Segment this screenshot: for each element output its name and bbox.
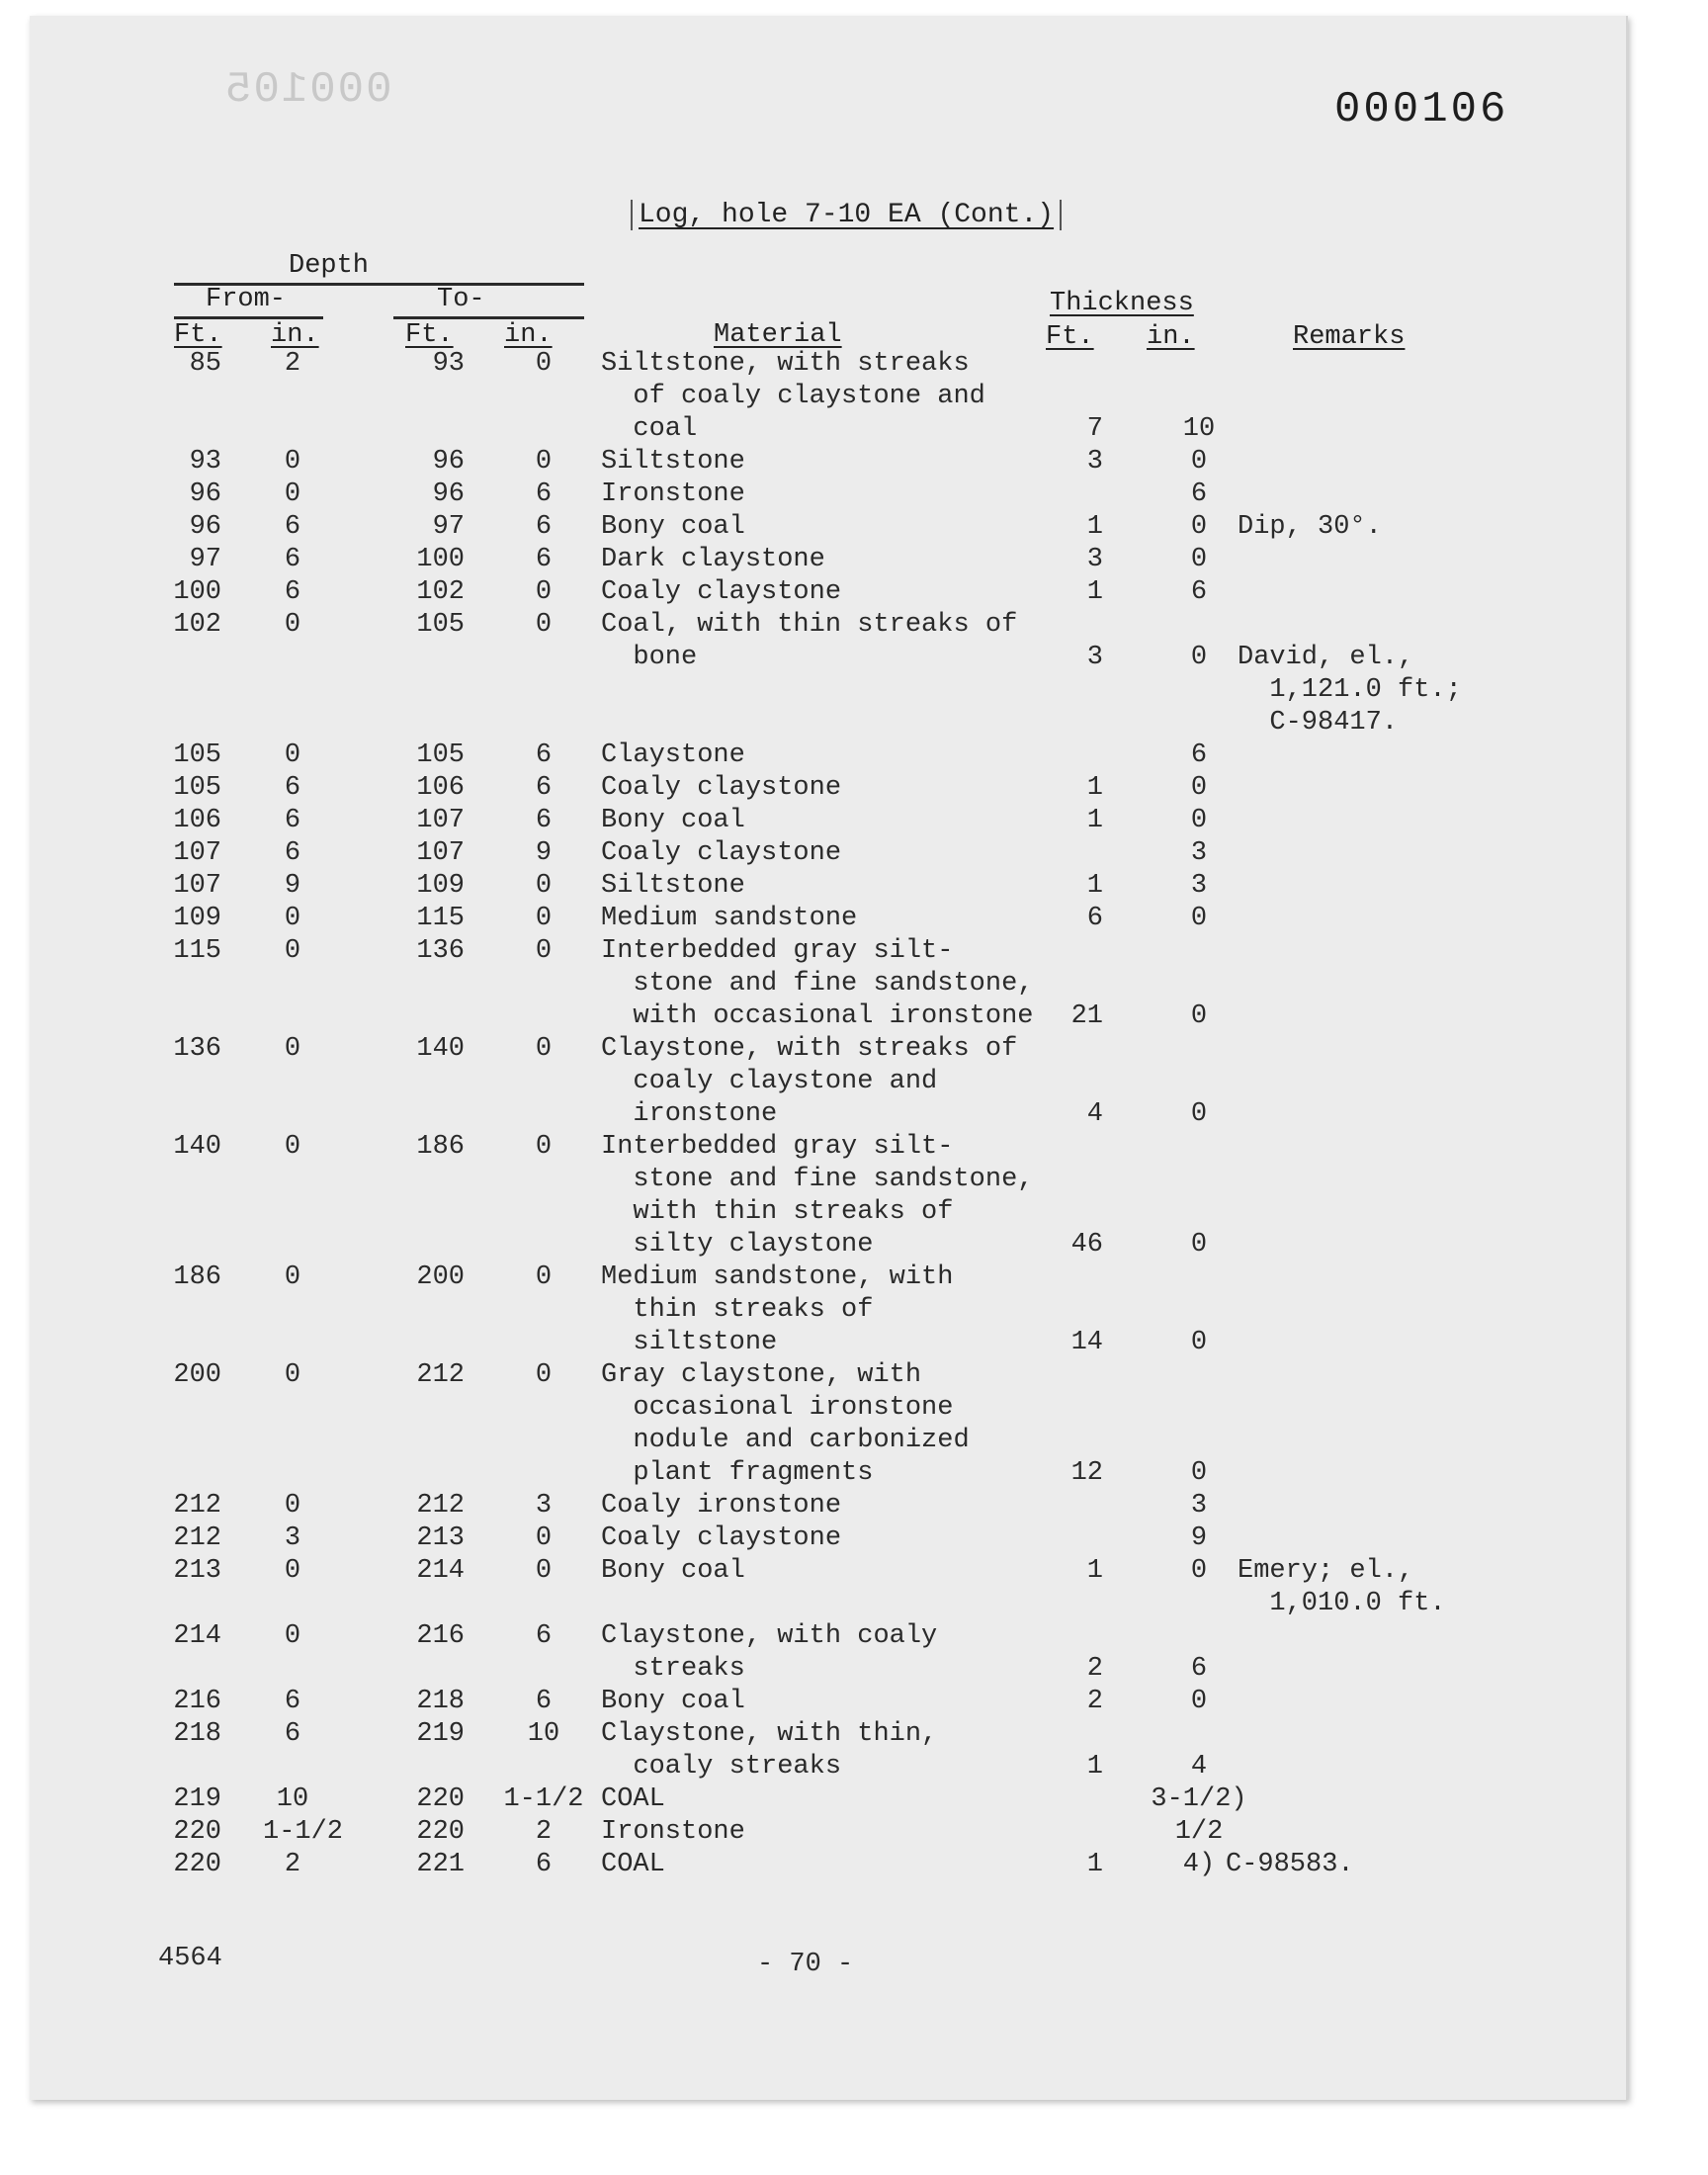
cell-ff: 93	[189, 447, 221, 477]
cell-thickness-in: 3	[1190, 871, 1208, 901]
cell-fi: 1-1/2	[263, 1817, 344, 1847]
cell-fi: 6	[284, 512, 301, 542]
cell-ti: 6	[535, 740, 553, 770]
cell-ff: 107	[173, 838, 221, 868]
cell-material: Ironstone	[601, 479, 745, 509]
cell-fi: 6	[284, 1687, 301, 1716]
cell-thickness-ft: 4	[1086, 1099, 1103, 1129]
cell-tf: 213	[416, 1523, 465, 1553]
cell-fi: 0	[284, 740, 301, 770]
cell-tf: 93	[432, 349, 465, 379]
cell-ti: 0	[535, 577, 553, 607]
cell-tf: 220	[416, 1817, 465, 1847]
cell-ff: 97	[189, 545, 221, 574]
cell-material: Medium sandstone, with	[601, 1262, 954, 1292]
cell-material: Dark claystone	[601, 545, 825, 574]
cell-tf: 186	[416, 1132, 465, 1162]
cell-tf: 97	[432, 512, 465, 542]
cell-material: Bony coal	[601, 806, 745, 835]
cell-tf: 105	[416, 610, 465, 640]
cell-material: Interbedded gray silt-	[601, 936, 954, 966]
cell-material: Coaly claystone	[601, 577, 842, 607]
cell-thickness-ft: 3	[1086, 447, 1103, 477]
cell-thickness-in: 3	[1190, 1491, 1208, 1521]
cell-material: silty claystone	[601, 1230, 874, 1260]
cell-ti: 0	[535, 349, 553, 379]
header-thickness-ft: Ft.	[1046, 322, 1094, 352]
cell-thickness-in: 0	[1190, 904, 1208, 933]
cell-thickness-in: 0	[1190, 1687, 1208, 1716]
document-page	[30, 16, 1628, 2100]
cell-ff: 140	[173, 1132, 221, 1162]
cell-ff: 109	[173, 904, 221, 933]
header-thickness-in: in.	[1147, 322, 1195, 352]
cell-thickness-ft: 1	[1086, 1850, 1103, 1879]
page-number: - 70 -	[757, 1950, 854, 1979]
cell-remarks: David, el.,	[1238, 643, 1414, 672]
cell-ff: 218	[173, 1719, 221, 1749]
cell-fi: 6	[284, 773, 301, 803]
cell-thickness-ft: 1	[1086, 577, 1103, 607]
cell-ti: 0	[535, 1132, 553, 1162]
cell-material: Interbedded gray silt-	[601, 1132, 954, 1162]
cell-fi: 0	[284, 1621, 301, 1651]
cell-tf: 218	[416, 1687, 465, 1716]
cell-material: Gray claystone, with	[601, 1360, 922, 1390]
cell-ff: 85	[189, 349, 221, 379]
cell-thickness-in: 0	[1190, 1556, 1208, 1586]
cell-fi: 0	[284, 610, 301, 640]
cell-ti: 6	[535, 512, 553, 542]
cell-ti: 6	[535, 545, 553, 574]
cell-material: Claystone, with streaks of	[601, 1034, 1018, 1064]
cell-thickness-ft: 2	[1086, 1654, 1103, 1684]
header-from: From-	[206, 285, 287, 314]
cell-thickness-ft: 3	[1086, 643, 1103, 672]
cell-thickness-in: 10	[1182, 414, 1216, 444]
cell-tf: 214	[416, 1556, 465, 1586]
header-material: Material	[714, 320, 842, 350]
cell-ti: 0	[535, 1034, 553, 1064]
cell-fi: 0	[284, 447, 301, 477]
cell-material: Siltstone	[601, 871, 745, 901]
cell-material: Bony coal	[601, 512, 745, 542]
cell-remarks: 1,121.0 ft.;	[1238, 675, 1462, 705]
cell-ff: 105	[173, 773, 221, 803]
cell-fi: 6	[284, 806, 301, 835]
cell-remarks: Emery; el.,	[1238, 1556, 1414, 1586]
header-remarks: Remarks	[1293, 322, 1406, 352]
cell-ff: 100	[173, 577, 221, 607]
cell-tf: 109	[416, 871, 465, 901]
cell-fi: 10	[276, 1784, 309, 1814]
cell-ti: 3	[535, 1491, 553, 1521]
cell-ff: 219	[173, 1784, 221, 1814]
cell-ti: 6	[535, 1621, 553, 1651]
cell-ti: 2	[535, 1817, 553, 1847]
cell-ti: 6	[535, 1850, 553, 1879]
cell-material: with thin streaks of	[601, 1197, 954, 1227]
cell-thickness-ft: 1	[1086, 773, 1103, 803]
cell-remarks: Dip, 30°.	[1238, 512, 1382, 542]
cell-material: Coal, with thin streaks of	[601, 610, 1018, 640]
cell-ff: 220	[173, 1850, 221, 1879]
cell-ti: 0	[535, 1556, 553, 1586]
cell-remarks: C-98583.	[1226, 1850, 1354, 1879]
cell-ff: 136	[173, 1034, 221, 1064]
cell-material: Coaly claystone	[601, 773, 842, 803]
cell-material: Siltstone, with streaks	[601, 349, 970, 379]
cell-fi: 6	[284, 838, 301, 868]
cell-thickness-ft: 14	[1070, 1328, 1103, 1357]
cell-ff: 96	[189, 512, 221, 542]
cell-fi: 6	[284, 1719, 301, 1749]
cell-thickness-ft: 2	[1086, 1687, 1103, 1716]
cell-ff: 96	[189, 479, 221, 509]
header-thickness: Thickness	[1050, 289, 1194, 318]
cell-remarks: 1,010.0 ft.	[1238, 1589, 1446, 1618]
cell-ti: 0	[535, 904, 553, 933]
cell-ti: 0	[535, 871, 553, 901]
cell-fi: 0	[284, 1360, 301, 1390]
cell-ti: 9	[535, 838, 553, 868]
cell-material: siltstone	[601, 1328, 778, 1357]
cell-ti: 0	[535, 1523, 553, 1553]
header-to-in: in.	[504, 320, 553, 350]
cell-tf: 96	[432, 479, 465, 509]
cell-material: coaly streaks	[601, 1752, 842, 1782]
cell-thickness-in: 0	[1190, 512, 1208, 542]
cell-thickness-in: 0	[1190, 545, 1208, 574]
cell-tf: 107	[416, 806, 465, 835]
cell-material: of coaly claystone and	[601, 382, 985, 411]
cell-ff: 214	[173, 1621, 221, 1651]
cell-thickness-in: 3	[1190, 838, 1208, 868]
cell-ti: 1-1/2	[503, 1784, 584, 1814]
cell-material: Bony coal	[601, 1687, 745, 1716]
cell-ff: 200	[173, 1360, 221, 1390]
cell-fi: 9	[284, 871, 301, 901]
cell-tf: 140	[416, 1034, 465, 1064]
cell-ff: 115	[173, 936, 221, 966]
cell-tf: 102	[416, 577, 465, 607]
cell-tf: 107	[416, 838, 465, 868]
cell-tf: 136	[416, 936, 465, 966]
cell-thickness-ft: 1	[1086, 512, 1103, 542]
from-rule	[174, 316, 323, 319]
cell-ti: 10	[527, 1719, 560, 1749]
cell-thickness-ft: 1	[1086, 871, 1103, 901]
cell-material: plant fragments	[601, 1458, 874, 1488]
cell-thickness-ft: 1	[1086, 1752, 1103, 1782]
cell-material: streaks	[601, 1654, 745, 1684]
cell-ff: 212	[173, 1523, 221, 1553]
cell-thickness-in: 4	[1190, 1752, 1208, 1782]
cell-thickness-in: 6	[1190, 577, 1208, 607]
cell-ti: 6	[535, 479, 553, 509]
cell-ff: 102	[173, 610, 221, 640]
cell-material: Ironstone	[601, 1817, 745, 1847]
cell-material: Claystone	[601, 740, 745, 770]
cell-material: occasional ironstone	[601, 1393, 954, 1423]
cell-material: Claystone, with coaly	[601, 1621, 938, 1651]
cell-material: Claystone, with thin,	[601, 1719, 938, 1749]
cell-ti: 6	[535, 1687, 553, 1716]
cell-thickness-ft: 6	[1086, 904, 1103, 933]
cell-tf: 106	[416, 773, 465, 803]
cell-thickness-in: 3-1/2)	[1151, 1784, 1247, 1814]
cell-thickness-in: 4)	[1182, 1850, 1216, 1879]
cell-ff: 186	[173, 1262, 221, 1292]
cell-fi: 0	[284, 1262, 301, 1292]
cell-thickness-in: 0	[1190, 1458, 1208, 1488]
cell-thickness-ft: 3	[1086, 545, 1103, 574]
cell-material: Medium sandstone	[601, 904, 858, 933]
header-from-ft: Ft.	[174, 320, 222, 350]
cell-ff: 212	[173, 1491, 221, 1521]
cell-thickness-in: 9	[1190, 1523, 1208, 1553]
cell-material: coaly claystone and	[601, 1067, 938, 1096]
cell-material: Bony coal	[601, 1556, 745, 1586]
cell-material: Coaly ironstone	[601, 1491, 842, 1521]
cell-ti: 6	[535, 773, 553, 803]
cell-material: COAL	[601, 1784, 665, 1814]
cell-material: Siltstone	[601, 447, 745, 477]
cell-fi: 0	[284, 1132, 301, 1162]
cell-ff: 106	[173, 806, 221, 835]
cell-ti: 0	[535, 1262, 553, 1292]
cell-thickness-in: 0	[1190, 1230, 1208, 1260]
cell-tf: 200	[416, 1262, 465, 1292]
cell-fi: 2	[284, 1850, 301, 1879]
cell-material: stone and fine sandstone,	[601, 1165, 1034, 1194]
cell-ti: 0	[535, 1360, 553, 1390]
cell-tf: 220	[416, 1784, 465, 1814]
page-title: Log, hole 7-10 EA (Cont.)	[631, 200, 1062, 230]
cell-tf: 96	[432, 447, 465, 477]
cell-fi: 0	[284, 1491, 301, 1521]
cell-material: stone and fine sandstone,	[601, 969, 1034, 999]
cell-tf: 212	[416, 1491, 465, 1521]
cell-fi: 3	[284, 1523, 301, 1553]
cell-thickness-in: 0	[1190, 806, 1208, 835]
footer-code: 4564	[158, 1944, 222, 1973]
cell-tf: 219	[416, 1719, 465, 1749]
cell-ff: 220	[173, 1817, 221, 1847]
cell-fi: 0	[284, 904, 301, 933]
cell-ff: 216	[173, 1687, 221, 1716]
cell-ff: 107	[173, 871, 221, 901]
cell-fi: 6	[284, 577, 301, 607]
to-rule	[393, 316, 584, 319]
document-number: 000106	[1334, 85, 1509, 134]
cell-thickness-in: 0	[1190, 447, 1208, 477]
cell-fi: 0	[284, 936, 301, 966]
cell-tf: 100	[416, 545, 465, 574]
cell-thickness-in: 6	[1190, 740, 1208, 770]
cell-thickness-in: 0	[1190, 1001, 1208, 1031]
cell-ti: 0	[535, 936, 553, 966]
cell-remarks: C-98417.	[1238, 708, 1399, 738]
cell-thickness-ft: 21	[1070, 1001, 1103, 1031]
cell-material: nodule and carbonized	[601, 1426, 970, 1455]
cell-fi: 0	[284, 1556, 301, 1586]
cell-ti: 6	[535, 806, 553, 835]
cell-thickness-in: 6	[1190, 1654, 1208, 1684]
cell-thickness-ft: 12	[1070, 1458, 1103, 1488]
cell-ti: 0	[535, 447, 553, 477]
cell-material: Coaly claystone	[601, 838, 842, 868]
cell-thickness-in: 0	[1190, 773, 1208, 803]
cell-thickness-ft: 1	[1086, 806, 1103, 835]
cell-ti: 0	[535, 610, 553, 640]
cell-tf: 212	[416, 1360, 465, 1390]
cell-thickness-in: 1/2	[1174, 1817, 1224, 1847]
cell-material: ironstone	[601, 1099, 778, 1129]
header-to: To-	[437, 285, 485, 314]
cell-thickness-in: 0	[1190, 1099, 1208, 1129]
header-to-ft: Ft.	[405, 320, 454, 350]
cell-fi: 0	[284, 479, 301, 509]
cell-tf: 221	[416, 1850, 465, 1879]
cell-material: thin streaks of	[601, 1295, 874, 1325]
cell-fi: 6	[284, 545, 301, 574]
cell-material: Coaly claystone	[601, 1523, 842, 1553]
cell-thickness-in: 0	[1190, 1328, 1208, 1357]
cell-fi: 0	[284, 1034, 301, 1064]
cell-thickness-ft: 7	[1086, 414, 1103, 444]
header-depth: Depth	[289, 251, 370, 281]
cell-thickness-in: 6	[1190, 479, 1208, 509]
cell-ff: 105	[173, 740, 221, 770]
cell-fi: 2	[284, 349, 301, 379]
cell-tf: 115	[416, 904, 465, 933]
cell-material: bone	[601, 643, 698, 672]
cell-ff: 213	[173, 1556, 221, 1586]
bleedthrough-number: 000105	[223, 65, 392, 115]
cell-tf: 216	[416, 1621, 465, 1651]
cell-material: COAL	[601, 1850, 665, 1879]
cell-material: with occasional ironstone	[601, 1001, 1034, 1031]
cell-tf: 105	[416, 740, 465, 770]
header-from-in: in.	[271, 320, 319, 350]
cell-thickness-in: 0	[1190, 643, 1208, 672]
cell-material: coal	[601, 414, 698, 444]
cell-thickness-ft: 46	[1070, 1230, 1103, 1260]
cell-thickness-ft: 1	[1086, 1556, 1103, 1586]
